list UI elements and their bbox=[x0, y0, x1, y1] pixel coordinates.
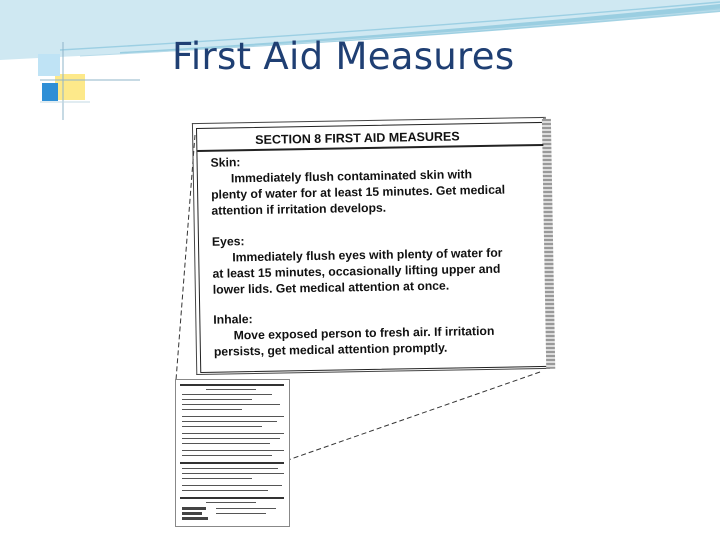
inhale-line-2: persists, get medical attention promptly. bbox=[213, 340, 448, 359]
zoomed-excerpt bbox=[196, 122, 548, 373]
skin-line-3: attention if irritation develops. bbox=[211, 200, 387, 218]
leader-right bbox=[288, 372, 540, 460]
thumb-text-line bbox=[182, 433, 284, 434]
skin-label: Skin: bbox=[210, 155, 241, 170]
thumb-text-line bbox=[182, 399, 252, 400]
thumb-section-rule bbox=[180, 462, 284, 464]
skin-line-1: Immediately flush contaminated skin with bbox=[230, 167, 473, 186]
thumb-text-line bbox=[206, 502, 256, 503]
slide-title: First Aid Measures bbox=[172, 35, 515, 78]
skin-section bbox=[210, 149, 531, 219]
inhale-section bbox=[213, 306, 534, 360]
eyes-label: Eyes: bbox=[211, 234, 245, 249]
skin-line-2: plenty of water for at least 15 minutes. Get medical bbox=[211, 182, 506, 202]
thumb-text-line bbox=[182, 416, 284, 417]
thumb-text-line bbox=[182, 404, 280, 405]
thumb-text-block bbox=[182, 507, 206, 510]
thumb-text-line bbox=[182, 450, 284, 451]
thumb-header-rule bbox=[180, 384, 284, 386]
thumb-text-line bbox=[182, 409, 242, 410]
thumb-text-line bbox=[182, 438, 280, 439]
thumb-text-block bbox=[182, 517, 208, 520]
thumb-text-line bbox=[182, 394, 272, 395]
thumb-text-line bbox=[182, 421, 277, 422]
inhale-label: Inhale: bbox=[213, 312, 253, 327]
excerpt-heading: SECTION 8 FIRST AID MEASURES bbox=[255, 129, 460, 147]
thumb-text-line bbox=[206, 389, 256, 390]
eyes-section bbox=[212, 228, 533, 298]
thumb-text-line bbox=[216, 513, 266, 514]
thumb-text-line bbox=[182, 443, 270, 444]
thumb-text-line bbox=[182, 455, 272, 456]
thumb-text-line bbox=[182, 478, 252, 479]
thumb-text-line bbox=[182, 468, 278, 469]
thumb-text-block bbox=[182, 512, 202, 515]
thumb-section-rule bbox=[180, 497, 284, 499]
eyes-line-3: lower lids. Get medical attention at once. bbox=[212, 278, 450, 297]
thumb-text-line bbox=[182, 426, 262, 427]
thumb-text-line bbox=[216, 508, 276, 509]
eyes-line-2: at least 15 minutes, occasionally lifting upper and bbox=[212, 261, 501, 281]
inhale-line-1: Move exposed person to fresh air. If irritation bbox=[233, 323, 495, 343]
document-thumbnail bbox=[175, 379, 290, 527]
thumb-text-line bbox=[182, 490, 268, 491]
thumb-text-line bbox=[182, 485, 282, 486]
eyes-line-1: Immediately flush eyes with plenty of water for bbox=[232, 245, 503, 265]
thumb-text-line bbox=[182, 473, 284, 474]
